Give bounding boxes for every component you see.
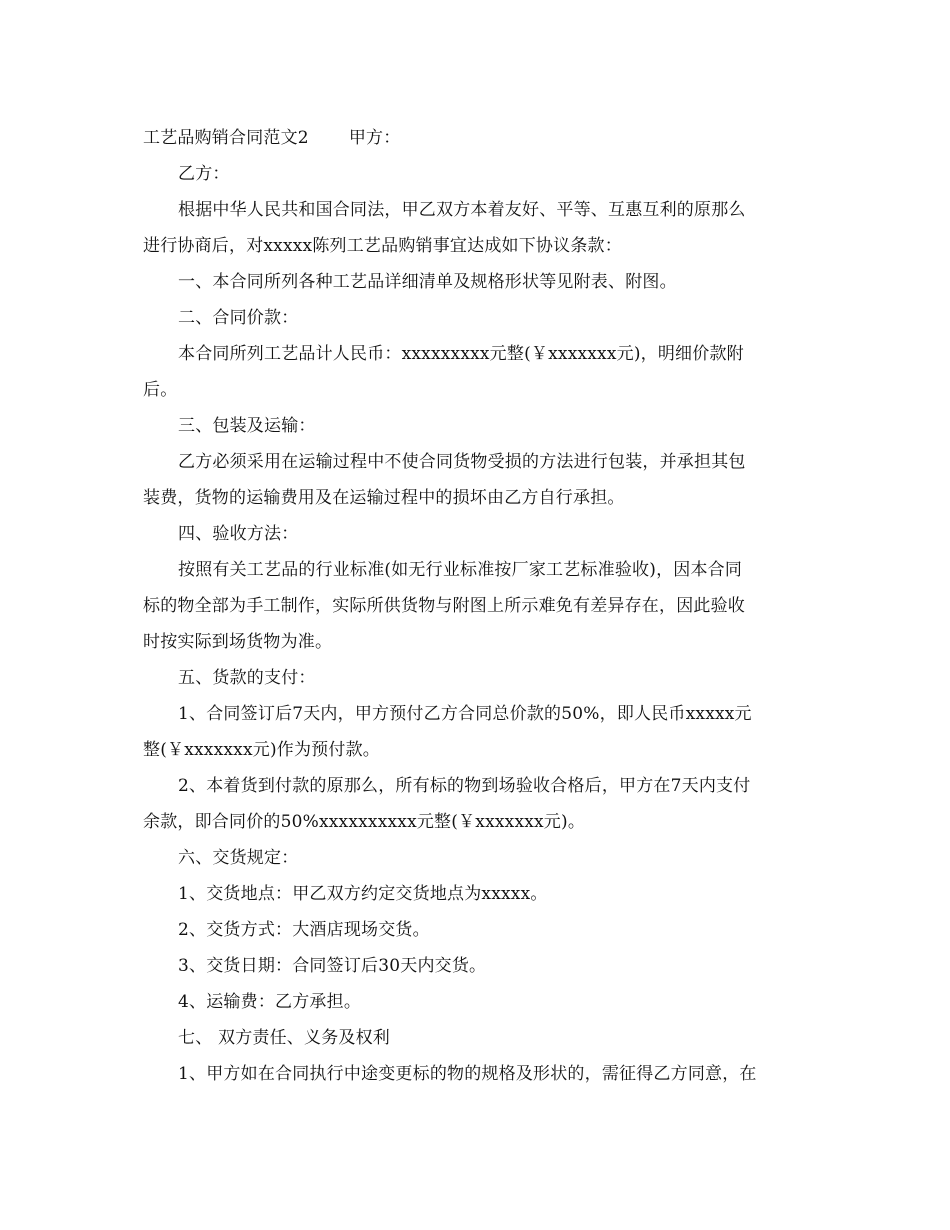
party-a-label: 甲方： <box>348 128 401 148</box>
document-title: 工艺品购销合同范文2 <box>143 128 309 148</box>
list-item: 1、交货地点：甲乙双方约定交货地点为xxxxx。 <box>178 884 548 904</box>
paragraph-line: 整(￥xxxxxxx元)作为预付款。 <box>143 740 380 760</box>
section-heading: 三、包装及运输： <box>178 416 316 436</box>
party-b-label: 乙方： <box>178 164 230 184</box>
section-heading: 六、交货规定： <box>178 848 299 868</box>
section-heading: 五、货款的支付： <box>178 668 316 688</box>
section-heading: 二、合同价款： <box>178 308 299 328</box>
contract-body <box>143 120 808 1092</box>
title-row <box>143 120 808 156</box>
paragraph-line: 标的物全部为手工制作，实际所供货物与附图上所示难免有差异存在，因此验收 <box>143 596 745 616</box>
paragraph-line: 根据中华人民共和国合同法，甲乙双方本着友好、平等、互惠互利的原那么 <box>178 200 746 220</box>
paragraph-line: 余款，即合同价的50%xxxxxxxxxx元整(￥xxxxxxx元)。 <box>143 812 586 832</box>
list-item: 4、运输费：乙方承担。 <box>178 992 362 1012</box>
paragraph-line: 按照有关工艺品的行业标准(如无行业标准按厂家工艺标准验收)，因本合同 <box>178 560 743 580</box>
paragraph-line: 乙方必须采用在运输过程中不使合同货物受损的方法进行包装，并承担其包 <box>178 452 746 472</box>
section-heading: 四、验收方法： <box>178 524 299 544</box>
paragraph-line: 1、甲方如在合同执行中途变更标的物的规格及形状的，需征得乙方同意，在 <box>178 1064 757 1084</box>
section-heading: 七、 双方责任、义务及权利 <box>178 1028 391 1048</box>
list-item: 3、交货日期：合同签订后30天内交货。 <box>178 956 487 976</box>
paragraph-line: 1、合同签订后7天内，甲方预付乙方合同总价款的50%，即人民币xxxxx元 <box>178 704 752 724</box>
paragraph-line: 2、本着货到付款的原那么，所有标的物到场验收合格后，甲方在7天内支付 <box>178 776 751 796</box>
paragraph-line: 时按实际到场货物为准。 <box>143 632 333 652</box>
paragraph-line: 后。 <box>143 380 178 400</box>
paragraph-line: 装费，货物的运输费用及在运输过程中的损坏由乙方自行承担。 <box>143 488 625 508</box>
paragraph-line: 进行协商后，对xxxxx陈列工艺品购销事宜达成如下协议条款： <box>143 236 622 256</box>
paragraph-line: 本合同所列工艺品计人民币：xxxxxxxxx元整(￥xxxxxxx元)，明细价款附 <box>178 344 744 364</box>
clause-1: 一、本合同所列各种工艺品详细清单及规格形状等见附表、附图。 <box>178 272 677 292</box>
list-item: 2、交货方式：大酒店现场交货。 <box>178 920 430 940</box>
